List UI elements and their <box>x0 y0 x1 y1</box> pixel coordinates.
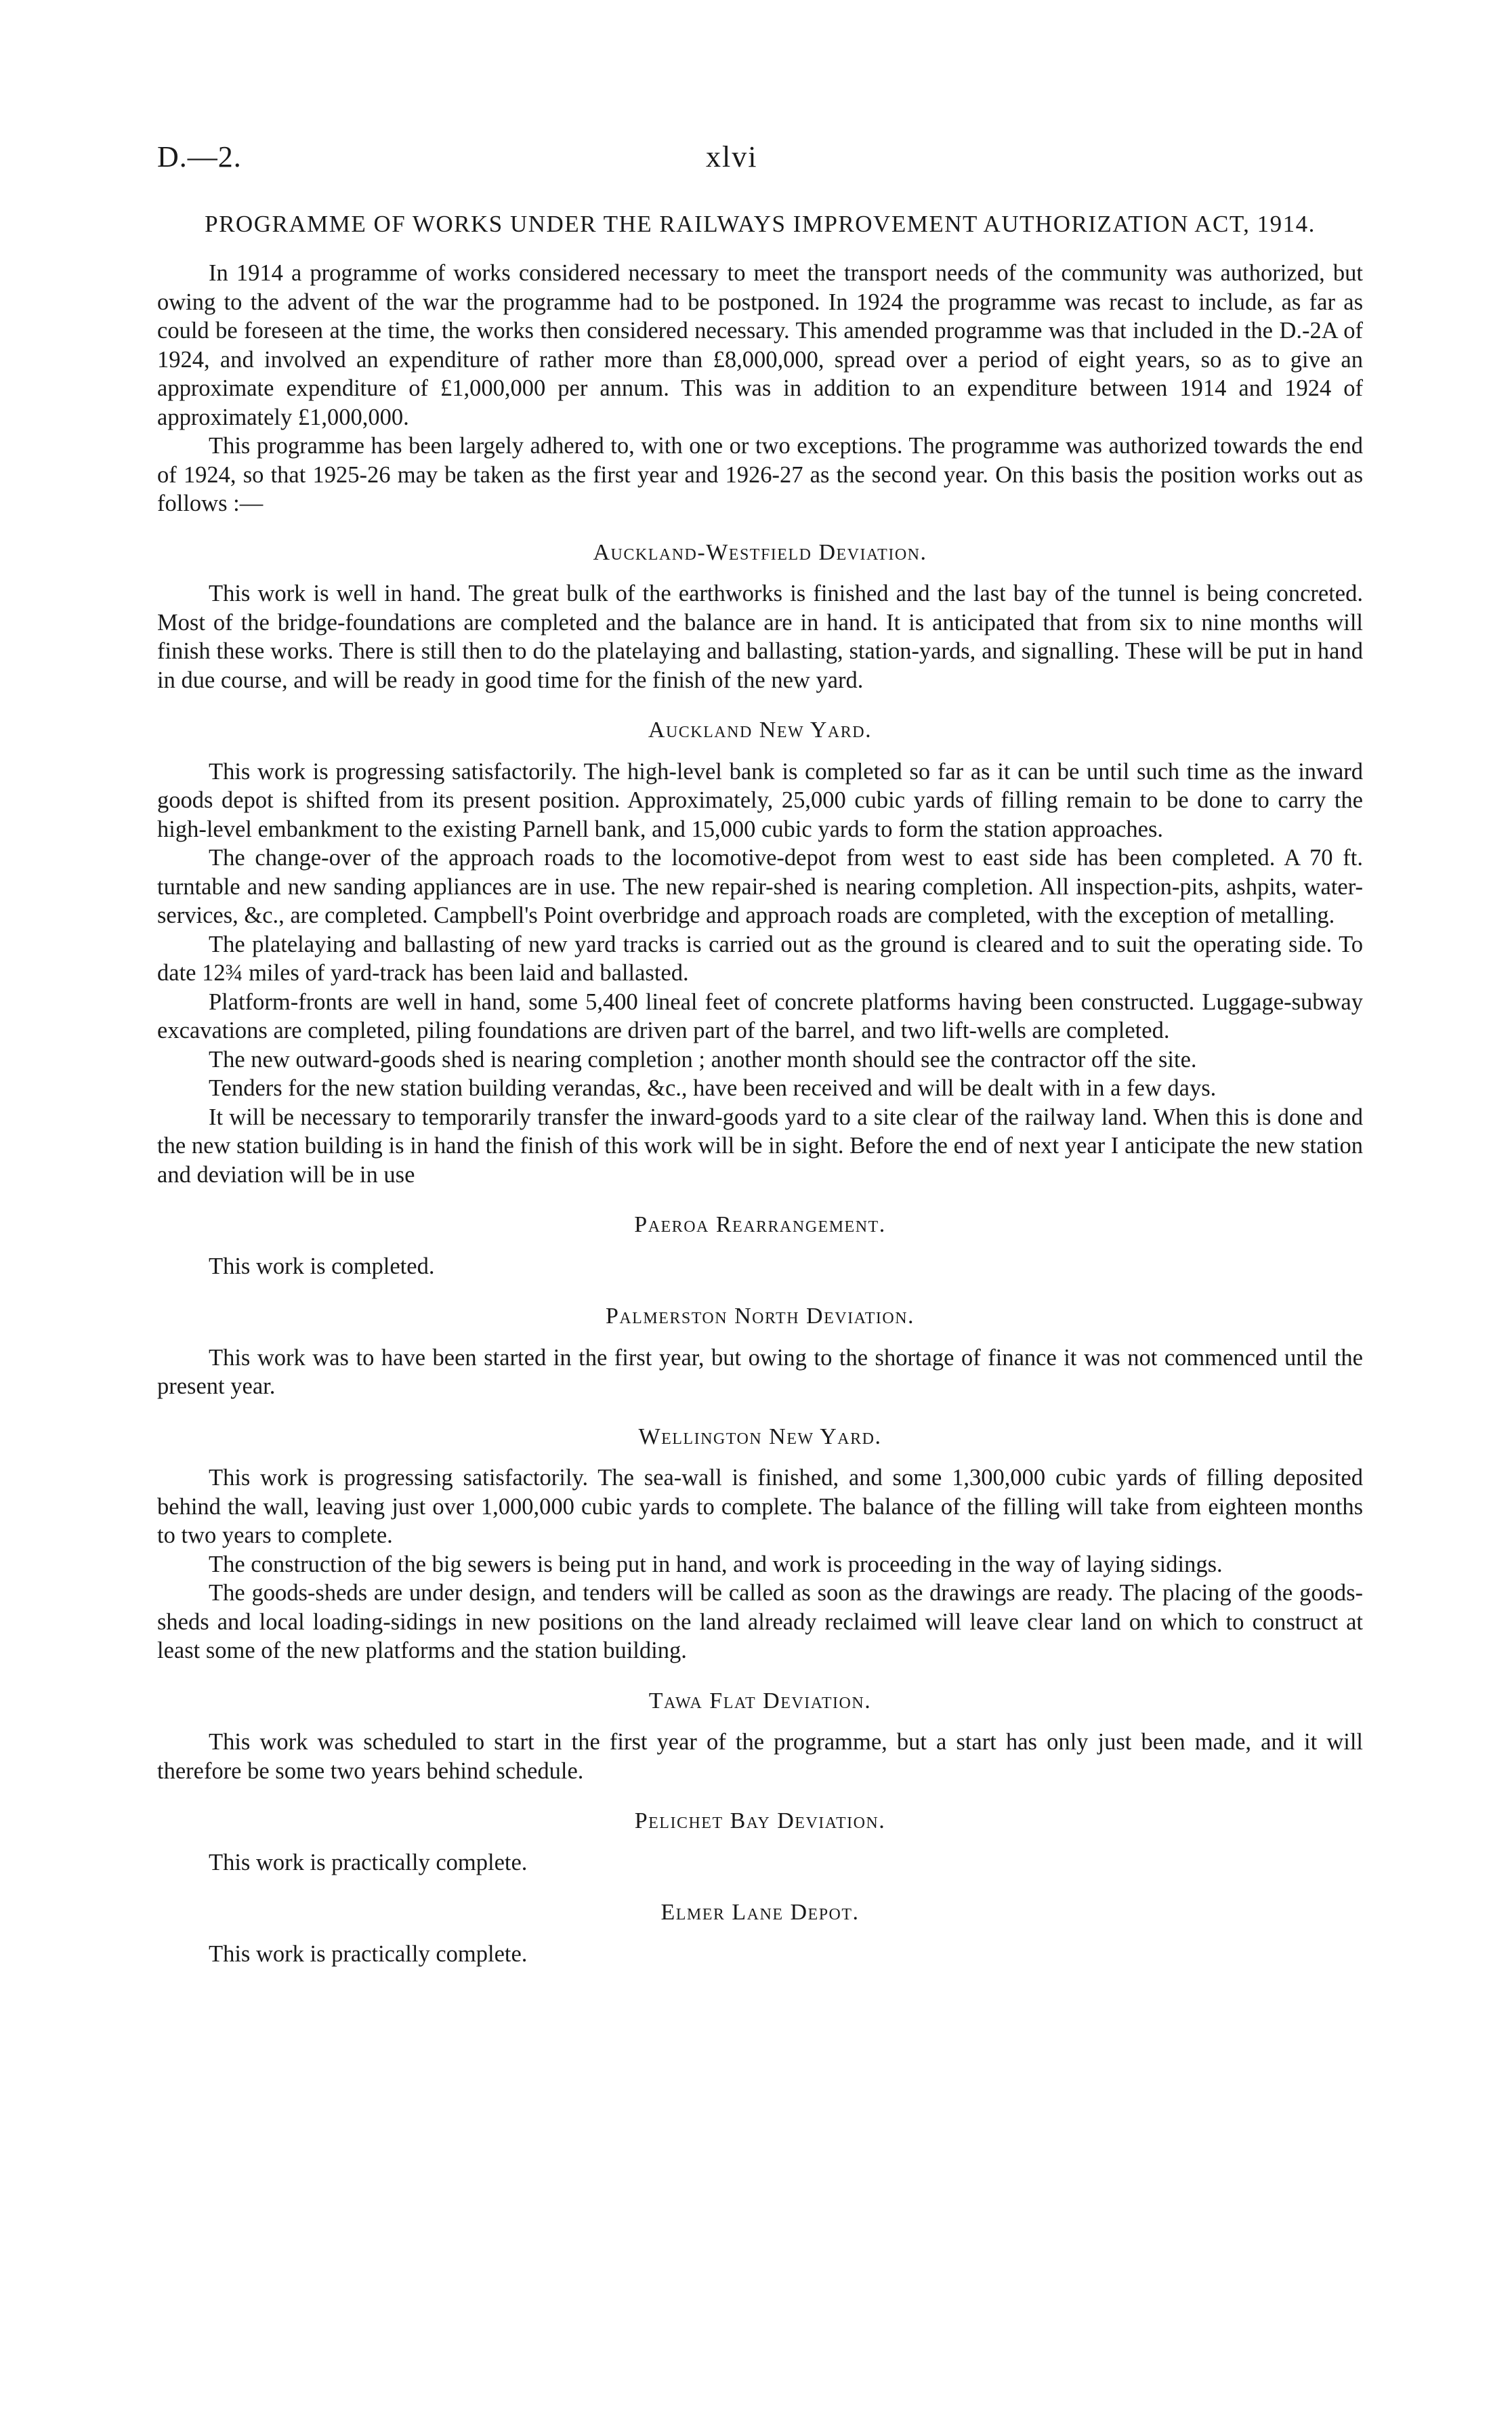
intro-block <box>157 259 1363 518</box>
section-paragraph: The new outward-goods shed is nearing completion ; another month should see the contractor off the site. <box>209 1046 1197 1073</box>
intro-paragraph: This programme has been largely adhered to, with one or two exceptions. The programme was authorized towards the end of 1924, so that 1925-26 may be taken as the first year and 1926-27 as the second year. On this basis the position works out as follows :— <box>157 433 1363 516</box>
section-paragraph: Tenders for the new station building verandas, &c., have been received and will be dealt with in a few days. <box>209 1075 1217 1101</box>
section-paragraph: The change-over of the approach roads to the locomotive-depot from west to east side has been completed. A 70 ft. turntable and new sanding appliances are in use. The new repair-shed is nearing completion. All inspection-pits, ashpits, water-services, &c., are completed. Campbell's Point overbridge and approach roads are completed, with the exception of metalling. <box>157 845 1363 928</box>
page-number: xlvi <box>706 140 758 173</box>
section-palmerston-north-deviation <box>157 1302 1363 1401</box>
section-heading: Pelichet Bay Deviation. <box>634 1808 886 1833</box>
section-auckland-new-yard <box>157 716 1363 1189</box>
section-auckland-westfield-deviation <box>157 539 1363 695</box>
section-paragraph: This work was to have been started in the first year, but owing to the shortage of finance it was not commenced until the present year. <box>157 1344 1363 1399</box>
section-heading: Elmer Lane Depot. <box>660 1900 860 1925</box>
page-header <box>157 140 1363 180</box>
section-heading: Palmerston North Deviation. <box>605 1304 915 1329</box>
section-heading: Wellington New Yard. <box>638 1423 882 1449</box>
section-paragraph: This work is progressing satisfactorily. The sea-wall is finished, and some 1,300,000 cubic yards of filling deposited behind the wall, leaving just over 1,000,000 cubic yards to complete. The balance of the filling will take from eighteen months to two years to complete. <box>157 1465 1363 1548</box>
section-paragraph: The goods-sheds are under design, and tenders will be called as soon as the drawings are ready. The placing of the goods-sheds and local loading-sidings in new positions on the land already reclaimed will leave clear land on which to construct at least some of the new platforms and the station building. <box>157 1580 1363 1663</box>
section-paragraph: This work is well in hand. The great bulk of the earthworks is finished and the last bay of the tunnel is being concreted. Most of the bridge-foundations are completed and the balance are in hand. It is anticipated that from six to nine months will finish these works. There is still then to do the platelaying and ballasting, station-yards, and signalling. These will be put in hand in due course, and will be ready in good time for the finish of the new yard. <box>157 581 1363 693</box>
section-paragraph: Platform-fronts are well in hand, some 5,400 lineal feet of concrete platforms having been constructed. Luggage-subway excavations are completed, piling foundations are driven part of the barrel, and two lift-wells are completed. <box>157 989 1363 1043</box>
section-elmer-lane-depot <box>157 1898 1363 1968</box>
section-paragraph: This work is progressing satisfactorily. The high-level bank is completed so far as it can be until such time as the inward goods depot is shifted from its present position. Approximately, 25,000 cubic yards of filling remain to be done to carry the high-level embankment to the existing Parnell bank, and 15,000 cubic yards to form the station approaches. <box>157 758 1363 842</box>
section-paragraph: The platelaying and ballasting of new yard tracks is carried out as the ground is cleared and to suit the operating side. To date 12¾ miles of yard-track has been laid and ballasted. <box>157 931 1363 986</box>
section-pelichet-bay-deviation <box>157 1807 1363 1877</box>
document-body <box>157 210 1363 1968</box>
section-heading: Auckland New Yard. <box>648 718 873 743</box>
intro-paragraph: In 1914 a programme of works considered necessary to meet the transport needs of the community was authorized, but owing to the advent of the war the programme had to be postponed. In 1924 the programme was recast to include, as far as could be foreseen at the time, the works then considered necessary. This amended programme was that included in the D.-2A of 1924, and involved an expenditure of rather more than £8,000,000, spread over a period of eight years, so as to give an approximate expenditure of £1,000,000 per annum. This was in addition to an expenditure between 1914 and 1924 of approximately £1,000,000. <box>157 260 1363 430</box>
section-paragraph: This work is practically complete. <box>209 1940 528 1967</box>
document-reference: D.—2. <box>157 140 242 173</box>
document-title: PROGRAMME OF WORKS UNDER THE RAILWAYS IMPROVEMENT AUTHORIZATION ACT, 1914. <box>205 211 1316 237</box>
section-heading: Tawa Flat Deviation. <box>648 1688 872 1713</box>
section-wellington-new-yard <box>157 1423 1363 1665</box>
section-paeroa-rearrangement <box>157 1211 1363 1281</box>
section-heading: Auckland-Westfield Deviation. <box>593 539 927 565</box>
section-heading: Paeroa Rearrangement. <box>634 1212 886 1237</box>
section-paragraph: This work was scheduled to start in the first year of the programme, but a start has only just been made, and it will therefore be some two years behind schedule. <box>157 1729 1363 1784</box>
section-tawa-flat-deviation <box>157 1687 1363 1786</box>
section-paragraph: It will be necessary to temporarily transfer the inward-goods yard to a site clear of the railway land. When this is done and the new station building is in hand the finish of this work will be in sight. Before the end of next year I anticipate the new station and deviation will be in use <box>157 1104 1363 1188</box>
section-paragraph: The construction of the big sewers is being put in hand, and work is proceeding in the way of laying sidings. <box>209 1551 1223 1577</box>
section-paragraph: This work is practically complete. <box>209 1849 528 1875</box>
section-paragraph: This work is completed. <box>209 1253 435 1279</box>
